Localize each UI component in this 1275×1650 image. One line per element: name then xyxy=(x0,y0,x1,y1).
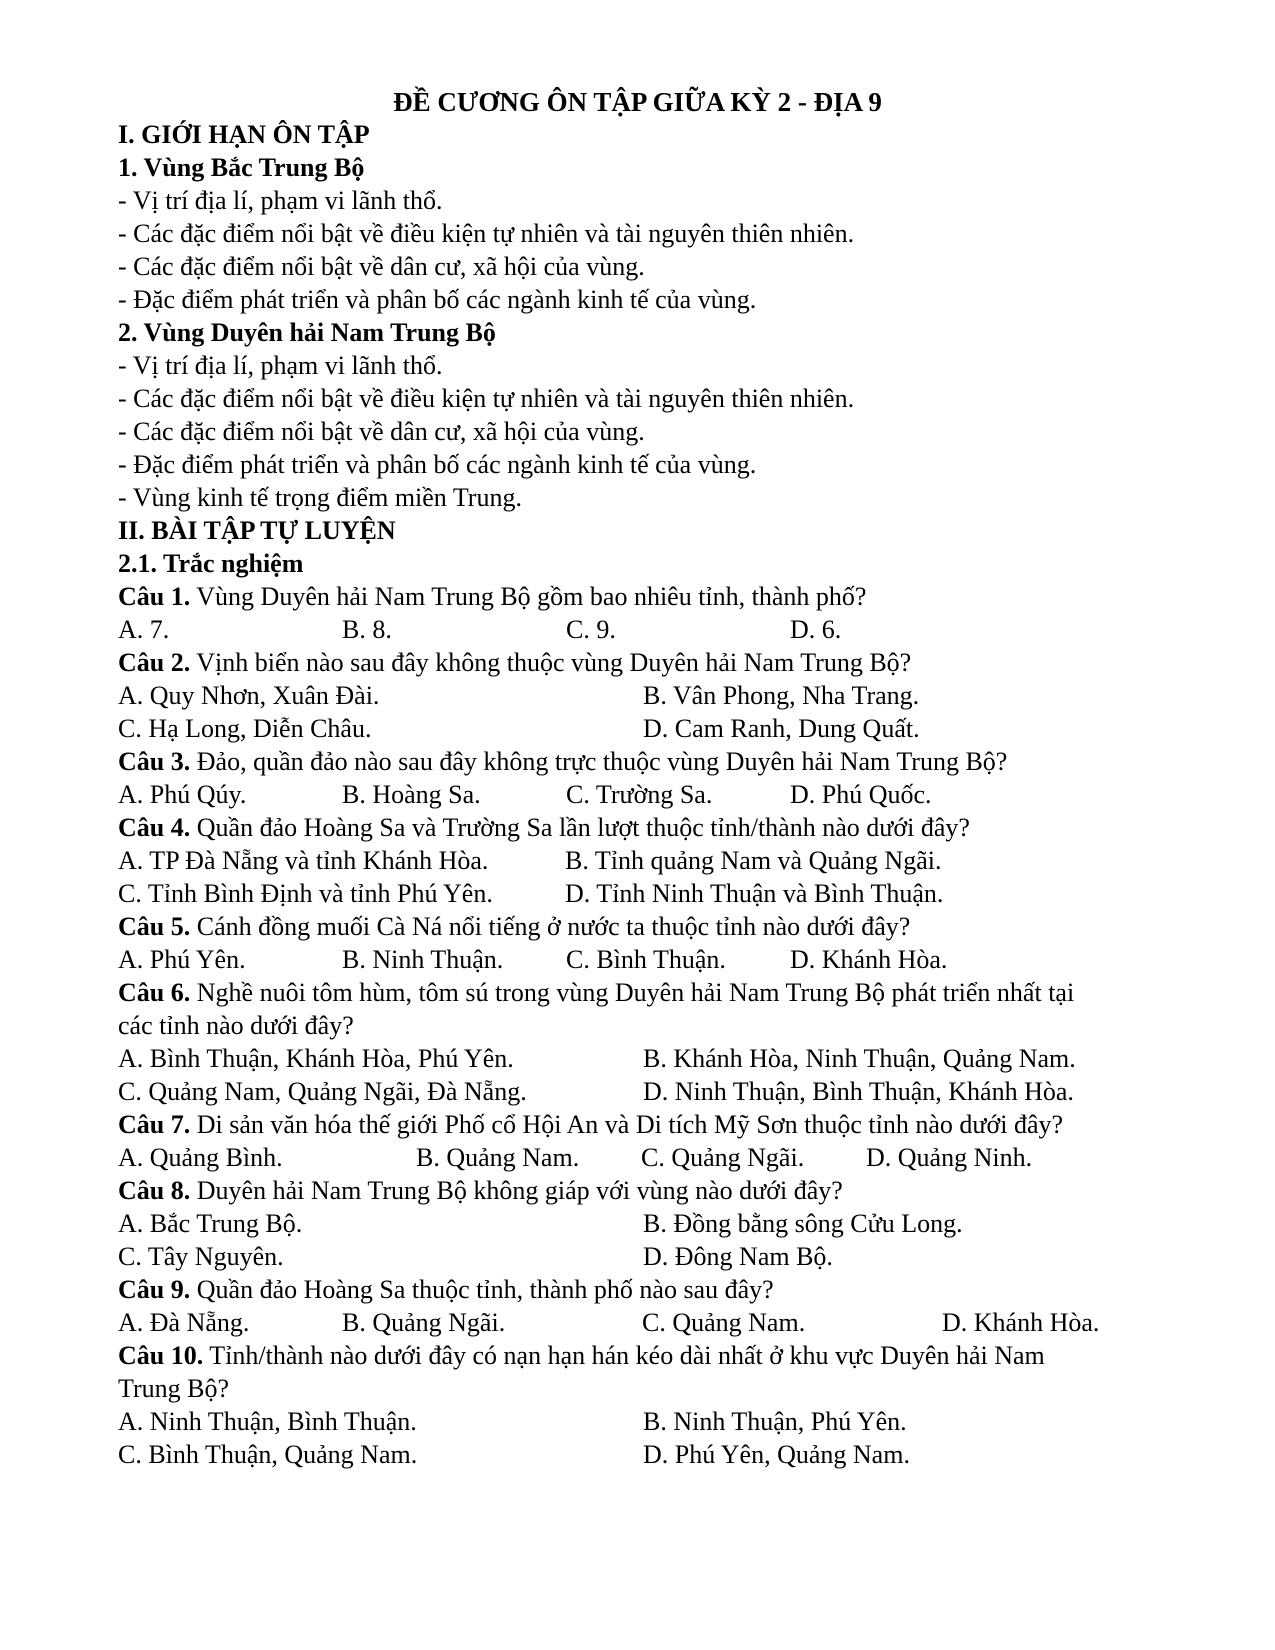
list-item: - Vị trí địa lí, phạm vi lãnh thổ. xyxy=(118,351,443,380)
question-8 xyxy=(118,1174,1178,1207)
option-a: A. Phú Qúy. xyxy=(118,780,247,809)
question-6 xyxy=(118,976,1178,1009)
document-body xyxy=(118,118,1178,1471)
question-label: Câu 4. xyxy=(118,813,191,842)
question-label: Câu 5. xyxy=(118,912,191,941)
option-d: D. Khánh Hòa. xyxy=(790,945,948,974)
option-b: B. Hoàng Sa. xyxy=(342,780,481,809)
question-8-options-row-1 xyxy=(118,1207,1178,1240)
option-d: D. Quảng Ninh. xyxy=(866,1143,1033,1172)
list-item: - Đặc điểm phát triển và phân bố các ngành kinh tế của vùng. xyxy=(118,285,757,314)
question-1 xyxy=(118,580,1178,613)
option-a: A. TP Đà Nẵng và tỉnh Khánh Hòa. xyxy=(118,846,489,875)
question-text: Cánh đồng muối Cà Ná nổi tiếng ở nước ta thuộc tỉnh nào dưới đây? xyxy=(190,912,911,941)
option-b: B. 8. xyxy=(342,615,392,644)
question-6-options-row-2 xyxy=(118,1075,1178,1108)
subsection-2-1-heading: 2.1. Trắc nghiệm xyxy=(118,549,304,578)
section-2-heading: II. BÀI TẬP TỰ LUYỆN xyxy=(118,516,396,545)
option-c: C. Hạ Long, Diễn Châu. xyxy=(118,714,372,743)
question-2-options-row-1 xyxy=(118,679,1178,712)
question-label: Câu 8. xyxy=(118,1176,191,1205)
option-c: C. Quảng Nam. xyxy=(642,1308,806,1337)
option-d: D. Cam Ranh, Dung Quất. xyxy=(643,714,920,743)
question-label: Câu 2. xyxy=(118,648,191,677)
question-3-options xyxy=(118,778,1178,811)
list-item: - Các đặc điểm nổi bật về dân cư, xã hội của vùng. xyxy=(118,252,645,281)
option-b: B. Tỉnh quảng Nam và Quảng Ngãi. xyxy=(565,846,942,875)
question-text: Tỉnh/thành nào dưới đây có nạn hạn hán kéo dài nhất ở khu vực Duyên hải Nam xyxy=(203,1341,1045,1370)
question-label: Câu 1. xyxy=(118,582,191,611)
option-d: D. 6. xyxy=(790,615,842,644)
question-6-continued: các tỉnh nào dưới đây? xyxy=(118,1011,354,1040)
option-a: A. Quy Nhơn, Xuân Đài. xyxy=(118,681,380,710)
question-8-options-row-2 xyxy=(118,1240,1178,1273)
option-b: B. Đồng bằng sông Cửu Long. xyxy=(643,1209,963,1238)
list-item: - Đặc điểm phát triển và phân bố các ngành kinh tế của vùng. xyxy=(118,450,757,479)
option-a: A. Bình Thuận, Khánh Hòa, Phú Yên. xyxy=(118,1044,514,1073)
question-text: Đảo, quần đảo nào sau đây không trực thuộc vùng Duyên hải Nam Trung Bộ? xyxy=(190,747,1008,776)
subsection-1-1-heading: 1. Vùng Bắc Trung Bộ xyxy=(118,153,365,182)
question-2 xyxy=(118,646,1178,679)
list-item: - Các đặc điểm nổi bật về điều kiện tự nhiên và tài nguyên thiên nhiên. xyxy=(118,219,855,248)
option-d: D. Phú Yên, Quảng Nam. xyxy=(643,1440,910,1469)
option-c: C. Quảng Nam, Quảng Ngãi, Đà Nẵng. xyxy=(118,1077,527,1106)
option-d: D. Tỉnh Ninh Thuận và Bình Thuận. xyxy=(565,879,944,908)
option-c: C. Bình Thuận, Quảng Nam. xyxy=(118,1440,418,1469)
option-a: A. Bắc Trung Bộ. xyxy=(118,1209,303,1238)
option-a: A. 7. xyxy=(118,615,170,644)
question-7 xyxy=(118,1108,1178,1141)
question-9-options xyxy=(118,1306,1178,1339)
question-label: Câu 6. xyxy=(118,978,191,1007)
option-b: B. Ninh Thuận. xyxy=(342,945,504,974)
question-2-options-row-2 xyxy=(118,712,1178,745)
question-10-continued: Trung Bộ? xyxy=(118,1374,230,1403)
page-title: ĐỀ CƯƠNG ÔN TẬP GIỮA KỲ 2 - ĐỊA 9 xyxy=(393,87,882,117)
option-c: C. Tây Nguyên. xyxy=(118,1242,284,1271)
question-text: Quần đảo Hoàng Sa thuộc tỉnh, thành phố nào sau đây? xyxy=(190,1275,774,1304)
question-4-options-row-2 xyxy=(118,877,1178,910)
option-d: D. Phú Quốc. xyxy=(790,780,932,809)
question-10-options-row-2 xyxy=(118,1438,1178,1471)
option-b: B. Khánh Hòa, Ninh Thuận, Quảng Nam. xyxy=(643,1044,1076,1073)
question-text: Nghề nuôi tôm hùm, tôm sú trong vùng Duyên hải Nam Trung Bộ phát triển nhất tại xyxy=(190,978,1075,1007)
option-b: B. Ninh Thuận, Phú Yên. xyxy=(643,1407,907,1436)
option-c: C. 9. xyxy=(566,615,616,644)
option-c: C. Quảng Ngãi. xyxy=(641,1143,805,1172)
option-d: D. Khánh Hòa. xyxy=(942,1308,1100,1337)
question-3 xyxy=(118,745,1178,778)
option-a: A. Quảng Bình. xyxy=(118,1143,283,1172)
option-b: B. Quảng Nam. xyxy=(416,1143,580,1172)
question-text: Di sản văn hóa thế giới Phố cổ Hội An và Di tích Mỹ Sơn thuộc tỉnh nào dưới đây? xyxy=(190,1110,1064,1139)
question-6-options-row-1 xyxy=(118,1042,1178,1075)
question-label: Câu 3. xyxy=(118,747,191,776)
option-c: C. Bình Thuận. xyxy=(566,945,726,974)
list-item: - Vị trí địa lí, phạm vi lãnh thổ. xyxy=(118,186,443,215)
question-label: Câu 9. xyxy=(118,1275,191,1304)
question-1-options xyxy=(118,613,1178,646)
question-label: Câu 7. xyxy=(118,1110,191,1139)
question-10-options-row-1 xyxy=(118,1405,1178,1438)
question-text: Quần đảo Hoàng Sa và Trường Sa lần lượt thuộc tỉnh/thành nào dưới đây? xyxy=(190,813,970,842)
option-d: D. Đông Nam Bộ. xyxy=(643,1242,833,1271)
question-label: Câu 10. xyxy=(118,1341,204,1370)
question-text: Duyên hải Nam Trung Bộ không giáp với vùng nào dưới đây? xyxy=(190,1176,843,1205)
question-9 xyxy=(118,1273,1178,1306)
question-text: Vịnh biển nào sau đây không thuộc vùng Duyên hải Nam Trung Bộ? xyxy=(190,648,912,677)
question-7-options xyxy=(118,1141,1178,1174)
question-text: Vùng Duyên hải Nam Trung Bộ gồm bao nhiêu tỉnh, thành phố? xyxy=(190,582,867,611)
subsection-1-2-heading: 2. Vùng Duyên hải Nam Trung Bộ xyxy=(118,318,496,347)
option-a: A. Ninh Thuận, Bình Thuận. xyxy=(118,1407,417,1436)
option-a: A. Phú Yên. xyxy=(118,945,246,974)
question-5 xyxy=(118,910,1178,943)
option-c: C. Trường Sa. xyxy=(566,780,713,809)
option-a: A. Đà Nẵng. xyxy=(118,1308,250,1337)
question-10 xyxy=(118,1339,1178,1372)
list-item: - Các đặc điểm nổi bật về dân cư, xã hội của vùng. xyxy=(118,417,645,446)
section-1-heading: I. GIỚI HẠN ÔN TẬP xyxy=(118,120,370,149)
option-b: B. Vân Phong, Nha Trang. xyxy=(643,681,920,710)
list-item: - Các đặc điểm nổi bật về điều kiện tự nhiên và tài nguyên thiên nhiên. xyxy=(118,384,855,413)
list-item: - Vùng kinh tế trọng điểm miền Trung. xyxy=(118,483,522,512)
option-d: D. Ninh Thuận, Bình Thuận, Khánh Hòa. xyxy=(643,1077,1074,1106)
option-c: C. Tỉnh Bình Định và tỉnh Phú Yên. xyxy=(118,879,493,908)
question-4-options-row-1 xyxy=(118,844,1178,877)
option-b: B. Quảng Ngãi. xyxy=(342,1308,506,1337)
question-5-options xyxy=(118,943,1178,976)
question-4 xyxy=(118,811,1178,844)
